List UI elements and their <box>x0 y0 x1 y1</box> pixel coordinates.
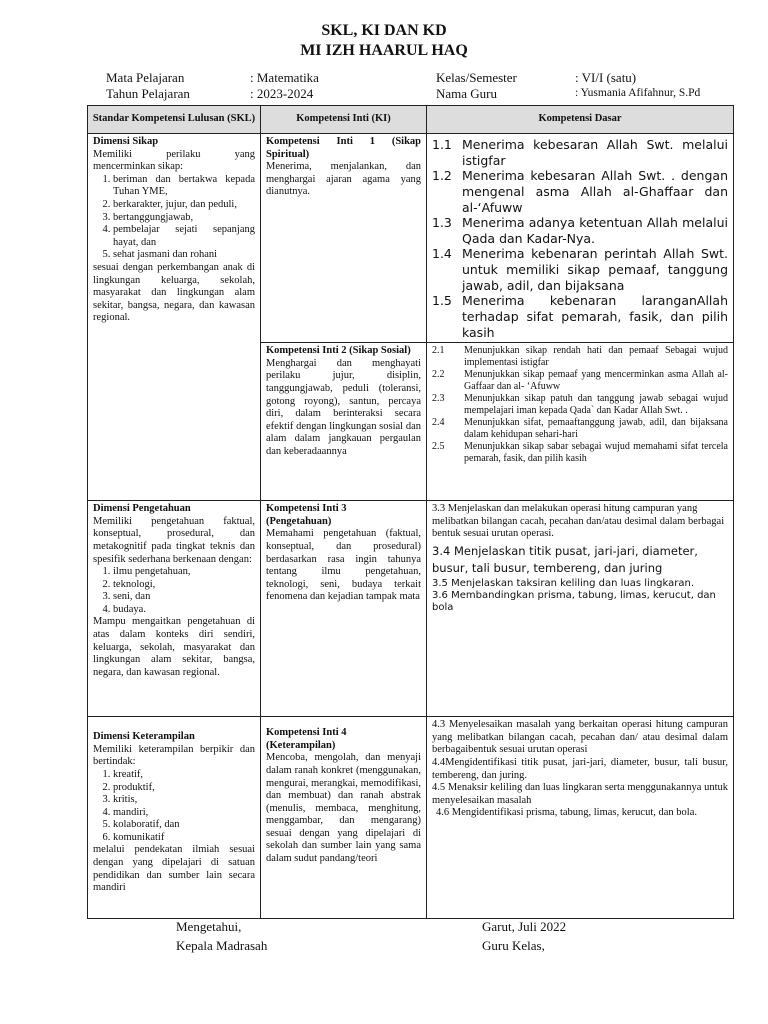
kd-item: 1.5 Menerima kebenaran laranganAllah terhadap sifat pemarah, fasik, dan pilih kasih <box>432 293 728 340</box>
document-title: SKL, KI DAN KD <box>321 22 447 39</box>
skl-pengetahuan-title: Dimensi Pengetahuan <box>93 503 191 515</box>
teacher-label: Nama Guru <box>436 86 498 101</box>
skl-pengetahuan-cell <box>88 501 261 717</box>
sign-right-line2: Guru Kelas, <box>482 938 545 953</box>
kd-item: 1.1 Menerima kebesaran Allah Swt. melalui istigfar <box>432 137 728 168</box>
skl-pengetahuan-list <box>93 566 255 616</box>
list-item: 4. budaya. <box>113 604 255 617</box>
skl-sikap-list <box>93 174 255 262</box>
skl-sikap-title: Dimensi Sikap <box>93 136 159 147</box>
ki1-title: Kompetensi Inti 1 (Sikap Spiritual) <box>266 136 421 160</box>
ki1-body: Menerima, menjalankan, dan menghargai ajaran agama yang dianutnya. <box>266 161 421 198</box>
list-item: 4. pembelajar sejati sepanjang hayat, dan <box>113 224 255 249</box>
ki4-cell <box>261 717 427 919</box>
kd-item: 3.4 Menjelaskan titik pusat, jari-jari, diameter, busur, tali busur, tembereng, dan juring <box>432 543 698 575</box>
kd3-cell <box>427 501 734 717</box>
sign-left-line1: Mengetahui, <box>176 919 242 934</box>
skl-pengetahuan-intro: Memiliki pengetahuan faktual, konseptual, prosedural, dan metakognitif pada tingkat teknis dan spesifik sederhana berkenaan dengan: <box>93 515 255 565</box>
list-item: 3. kritis, <box>113 794 255 807</box>
list-item: 3. bertanggungjawab, <box>113 212 255 225</box>
list-item: 2. berkarakter, jujur, dan peduli, <box>113 199 255 212</box>
school-name: MI IZH HAARUL HAQ <box>300 42 468 59</box>
list-item: 5. kolaboratif, dan <box>113 819 255 832</box>
list-item: 5. sehat jasmani dan rohani <box>113 249 255 262</box>
class-value: : VI/I (satu) <box>575 70 637 85</box>
skl-pengetahuan-outro: Mampu mengaitkan pengetahuan di atas dalam konteks diri sendiri, keluarga, sekolah, masyarakat dan lingkungan alam sekitar, bangsa, negara, dan kawasan regional. <box>93 616 255 678</box>
skl-sikap-cell <box>88 134 261 501</box>
kd-item: 3.3 Menjelaskan dan melakukan operasi hitung campuran yang melibatkan bilangan cacah, pecahan dan/atau desimal dalam berbagai bentuk sesuai urutan operasi. <box>432 503 725 540</box>
class-label: Kelas/Semester <box>436 70 517 85</box>
skl-keterampilan-title: Dimensi Keterampilan <box>93 731 195 743</box>
kd-item: 1.3 Menerima adanya ketentuan Allah melalui Qada dan Kadar-Nya. <box>432 215 728 246</box>
skl-keterampilan-outro: melalui pendekatan ilmiah sesuai dengan yang dipelajari di satuan pendidikan dan sumber lain secara mandiri <box>93 844 255 894</box>
year-label: Tahun Pelajaran <box>106 86 190 101</box>
ki2-title: Kompetensi Inti 2 (Sikap Sosial) <box>266 345 411 357</box>
skl-keterampilan-cell <box>88 717 261 919</box>
kd-item: 4.4Mengidentifikasi titik pusat, jari-jari, diameter, busur, tali busur, tembereng, dan juring. <box>432 756 728 781</box>
list-item: 4. mandiri, <box>113 807 255 820</box>
kd-item: 2.3 Menunjukkan sikap patuh dan tanggung jawab sebagai wujud mempelajari iman kepada Qada` dan Kadar Allah Swt. . <box>432 393 728 417</box>
skl-sikap-intro: Memiliki perilaku yang mencerminkan sikap: <box>93 148 255 173</box>
skl-keterampilan-list <box>93 769 255 845</box>
header-kd: Kompetensi Dasar <box>427 106 734 134</box>
kd-item: 4.3 Menyelesaikan masalah yang berkaitan operasi hitung campuran yang melibatkan bilangan cacah, pecahan dan/ atau desimal dalam berbagaibentuk sesuai urutan operasi <box>432 719 728 756</box>
kd-item: 4.5 Menaksir keliling dan luas lingkaran serta menggunakannya untuk menyelesaikan masalah <box>432 782 728 806</box>
subject-label: Mata Pelajaran <box>106 70 185 85</box>
competency-table <box>87 105 734 919</box>
ki3-subtitle: (Pengetahuan) <box>266 515 332 527</box>
ki4-subtitle: (Keterampilan) <box>266 739 336 751</box>
ki4-title: Kompetensi Inti 4 <box>266 727 347 739</box>
ki3-title: Kompetensi Inti 3 <box>266 503 347 515</box>
kd2-cell <box>427 343 734 501</box>
ki3-body: Memahami pengetahuan (faktual, konseptual, dan prosedural) berdasarkan rasa ingin tahunya tentang ilmu pengetahuan, teknologi, seni, budaya terkait fenomena dan kejadian tampak mata <box>266 528 421 603</box>
kd-item: 4.6 Mengidentifikasi prisma, tabung, limas, kerucut, dan bola. <box>436 807 697 819</box>
sign-right-line1: Garut, Juli 2022 <box>482 919 567 934</box>
list-item: 2. teknologi, <box>113 579 255 592</box>
list-item: 2. produktif, <box>113 782 255 795</box>
year-value: : 2023-2024 <box>250 86 314 101</box>
kd-item: 3.5 Menjelaskan taksiran keliling dan luas lingkaran. <box>432 578 695 590</box>
list-item: 3. seni, dan <box>113 591 255 604</box>
ki4-body: Mencoba, mengolah, dan menyaji dalam ranah konkret (menggunakan, mengurai, merangkai, memodifikasi, dan membuat) dan ranah abstrak (menulis, membaca, menghitung, menggambar, dan mengarang) sesuai dengan yang dipelajari di sekolah dan sumber lain yang sama dalam sudut pandang/teori <box>266 752 421 865</box>
ki2-body: Menghargai dan menghayati perilaku jujur, disiplin, tanggungjawab, peduli (toleransi, gotong royong), santun, percaya diri, dalam berinteraksi secara efektif dengan lingkungan sosial dan alam dalam jangkauan pergaulan dan keberadaannya <box>266 357 421 457</box>
kd-item: 1.2 Menerima kebesaran Allah Swt. . dengan mengenal asma Allah al-Ghaffaar dan al-‘Afuww <box>432 168 728 215</box>
kd-item: 2.4 Menunjukkan sifat, pemaaftanggung jawab, adil, dan bijaksana dalam kehidupan sehari-hari <box>432 417 728 441</box>
list-item: 6. komunikatif <box>113 832 255 845</box>
list-item: 1. ilmu pengetahuan, <box>113 566 255 579</box>
header-ki: Kompetensi Inti (KI) <box>261 106 427 134</box>
kd-item: 1.4 Menerima kebenaran perintah Allah Swt. untuk memiliki sikap pemaaf, tanggung jawab, adil, dan bijaksana <box>432 246 728 293</box>
kd-item: 3.6 Membandingkan prisma, tabung, limas, kerucut, dan bola <box>432 590 716 614</box>
skl-keterampilan-intro: Memiliki keterampilan berpikir dan bertindak: <box>93 743 255 768</box>
ki3-cell <box>261 501 427 717</box>
skl-sikap-outro: sesuai dengan perkembangan anak di lingkungan keluarga, sekolah, masyarakat dan lingkungan alam sekitar, bangsa, negara, dan kawasan regional. <box>93 261 255 324</box>
kd-item: 2.1 Menunjukkan sikap rendah hati dan pemaaf Sebagai wujud implementasi istigfar <box>432 345 728 369</box>
kd4-cell <box>427 717 734 919</box>
subject-value: : Matematika <box>250 70 319 85</box>
list-item: 1. beriman dan bertakwa kepada Tuhan YME, <box>113 174 255 199</box>
list-item: 1. kreatif, <box>113 769 255 782</box>
kd-item: 2.2 Menunjukkan sikap pemaaf yang mencerminkan asma Allah al- Gaffaar dan al- ‘Afuww <box>432 369 728 393</box>
header-skl: Standar Kompetensi Lulusan (SKL) <box>88 106 261 134</box>
kd-item: 2.5 Menunjukkan sikap sabar sebagai wujud memahami sifat tercela pemarah, fasik, dan pilih kasih <box>432 441 728 465</box>
teacher-value: : Yusmania Afifahnur, S.Pd <box>575 87 701 99</box>
sign-left-line2: Kepala Madrasah <box>176 938 268 953</box>
ki2-cell <box>261 343 427 501</box>
kd1-cell <box>427 134 734 343</box>
ki1-cell <box>261 134 427 343</box>
